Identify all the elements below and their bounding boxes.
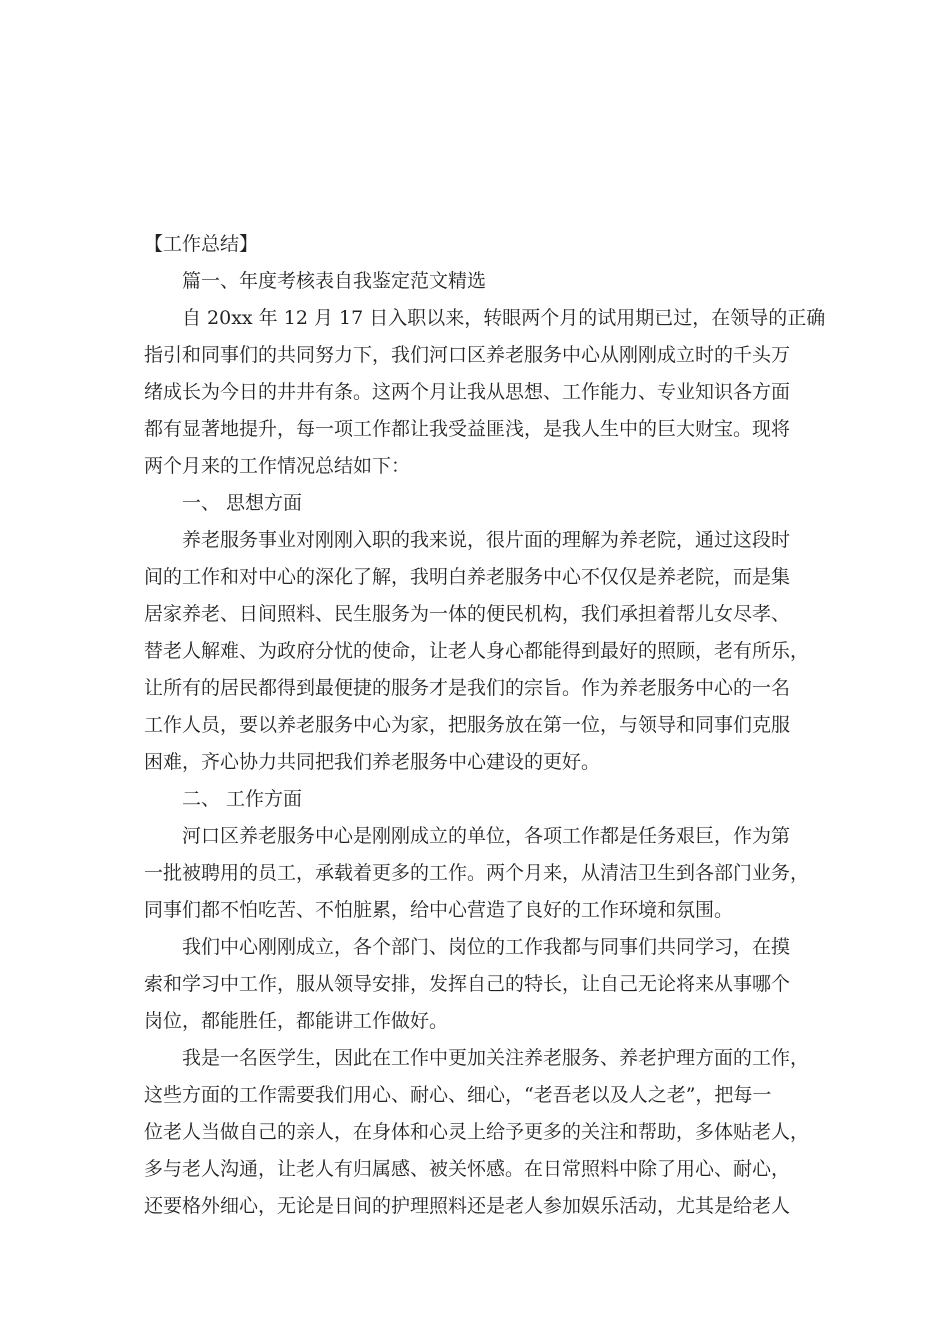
text-line: 一、 思想方面 (182, 492, 303, 514)
text-line: 多与老人沟通，让老人有归属感、被关怀感。在日常照料中除了用心、耐心， (144, 1158, 791, 1180)
text-line: 索和学习中工作，服从领导安排，发挥自己的特长，让自己无论将来从事哪个 (144, 973, 791, 995)
text-line: 河口区养老服务中心是刚刚成立的单位，各项工作都是任务艰巨，作为第 (182, 825, 791, 847)
section-tag-title: 【工作总结】 (144, 233, 259, 255)
text-line: 同事们都不怕吃苦、不怕脏累，给中心营造了良好的工作环境和氛围。 (144, 899, 734, 921)
text-line: 养老服务事业对刚刚入职的我来说，很片面的理解为养老院，通过这段时 (182, 529, 791, 551)
text-line: 间的工作和对中心的深化了解，我明白养老服务中心不仅仅是养老院，而是集 (144, 566, 791, 588)
document-page (144, 226, 826, 1225)
text-line: 让所有的居民都得到最便捷的服务才是我们的宗旨。作为养老服务中心的一名 (144, 677, 791, 699)
text-line: 还要格外细心，无论是日间的护理照料还是老人参加娱乐活动，尤其是给老人 (144, 1195, 791, 1217)
text-line: 绪成长为今日的井井有条。这两个月让我从思想、工作能力、专业知识各方面 (144, 381, 791, 403)
document-body (144, 300, 826, 1225)
text-line: 自 20xx 年 12 月 17 日入职以来，转眼两个月的试用期已过，在领导的正确 (182, 307, 826, 329)
text-line: 一批被聘用的员工，承载着更多的工作。两个月来，从清洁卫生到各部门业务， (144, 862, 810, 884)
text-line: 这些方面的工作需要我们用心、耐心、细心，“老吾老以及人之老”，把每一 (144, 1084, 772, 1106)
text-line: 二、 工作方面 (182, 788, 303, 810)
text-line: 位老人当做自己的亲人，在身体和心灵上给予更多的关注和帮助，多体贴老人， (144, 1121, 810, 1143)
text-line: 居家养老、日间照料、民生服务为一体的便民机构，我们承担着帮儿女尽孝、 (144, 603, 791, 625)
text-line: 岗位，都能胜任，都能讲工作做好。 (144, 1010, 449, 1032)
text-line: 替老人解难、为政府分忧的使命，让老人身心都能得到最好的照顾，老有所乐， (144, 640, 810, 662)
text-line: 我是一名医学生，因此在工作中更加关注养老服务、养老护理方面的工作， (182, 1047, 810, 1069)
text-line: 我们中心刚刚成立，各个部门、岗位的工作我都与同事们共同学习，在摸 (182, 936, 791, 958)
text-line: 两个月来的工作情况总结如下： (144, 455, 411, 477)
article-title: 篇一、年度考核表自我鉴定范文精选 (182, 270, 487, 292)
text-line: 工作人员，要以养老服务中心为家，把服务放在第一位，与领导和同事们克服 (144, 714, 791, 736)
text-line: 都有显著地提升，每一项工作都让我受益匪浅，是我人生中的巨大财宝。现将 (144, 418, 791, 440)
text-line: 困难，齐心协力共同把我们养老服务中心建设的更好。 (144, 751, 601, 773)
text-line: 指引和同事们的共同努力下，我们河口区养老服务中心从刚刚成立时的千头万 (144, 344, 791, 366)
